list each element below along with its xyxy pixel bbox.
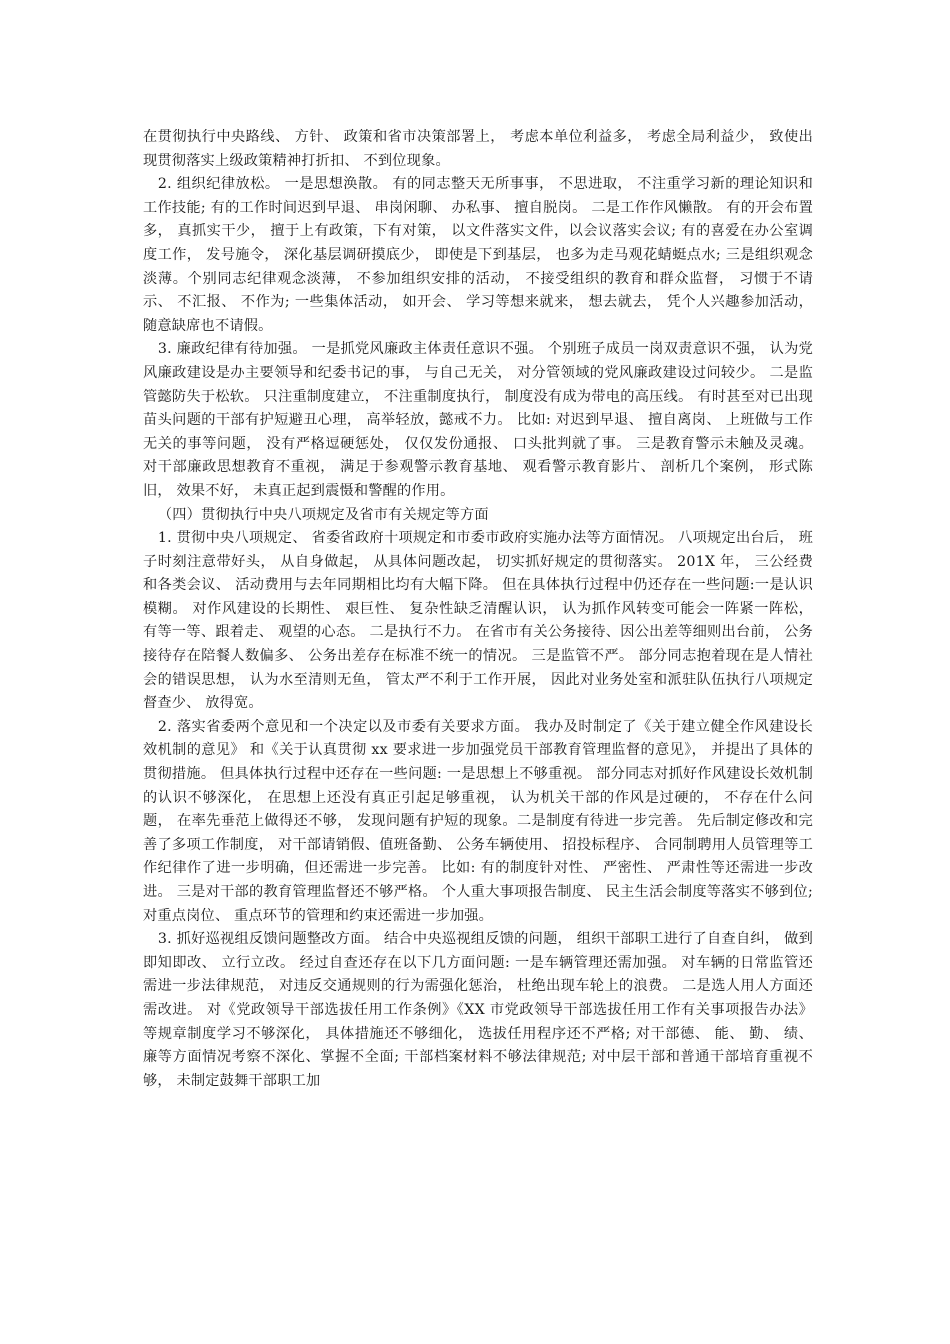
paragraph-integrity-discipline: 3. 廉政纪律有待加强。 一是抓党风廉政主体责任意识不强。 个别班子成员一岗双责意识不强， 认为党风廉政建设是办主要领导和纪委书记的事， 与自己无关， 对分管领域的党风廉政建设过问较少。 二是监管懿防失于松软。 只注重制度建立， 不注重制度执行， 制度没有成为带电的高压线。 有时甚至对已出现苗头问题的干部有护短避丑心理， 高举轻放，懿戒不力。 比如: 对迟到早退、 擅自离岗、 上班做与工作无关的事等问题， 没有严格逗硬惩处， 仅仅发份通报、 口头批判就了事。 三是教育警示未触及灵魂。 对干部廉政思想教育不重视， 满足于参观警示教育基地、 观看警示教育影片、 剖析几个案例， 形式陈旧， 效果不好， 未真正起到震慑和警醒的作用。 (143, 341, 813, 499)
section-heading-four: （四）贯彻执行中央八项规定及省市有关规定等方面 (157, 506, 489, 523)
paragraph-eight-rules: 1. 贯彻中央八项规定、 省委省政府十项规定和市委市政府实施办法等方面情况。 八项规定出台后， 班子时刻注意带好头， 从自身做起， 从具体问题改起， 切实抓好规定的贯彻落实。 201X 年， 三公经费和各类会议、 活动费用与去年同期相比均有大幅下降。 但在具体执行过程中仍还存在一些问题:一是认识模糊。 对作风建设的长期性、 艰巨性、 复杂性缺乏清醒认识， 认为抓作风转变可能会一阵紧一阵松， 有等一等、跟着走、 观望的心态。 二是执行不力。 在省市有关公务接待、因公出差等细则出台前， 公务接待存在陪餐人数偏多、 公务出差存在标准不统一的情况。 三是监管不严。 部分同志抱着现在是人情社会的错误思想， 认为水至清则无鱼， 管太严不利于工作开展， 因此对业务处室和派驻队伍执行八项规定督查少、 放得宽。 (143, 530, 813, 712)
paragraph-continuation: 在贯彻执行中央路线、 方针、 政策和省市决策部署上， 考虑本单位利益多， 考虑全局利益少， 致使出现贯彻落实上级政策精神打折扣、 不到位现象。 (143, 129, 813, 169)
paragraph-inspection-feedback: 3. 抓好巡视组反馈问题整改方面。 结合中央巡视组反馈的问题， 组织干部职工进行了自查自纠， 做到即知即改、 立行立改。 经过自查还存在以下几方面问题: 一是车辆管理还需加强。 对车辆的日常监管还需进一步法律规范， 对违反交通规则的行为需强化惩治， 杜绝出现车轮上的浪费。 二是选人用人方面还需改进。 对《党政领导干部选拔任用工作条例》《XX 市党政领导干部选拔任用工作有关事项报告办法》 等规章制度学习不够深化， 具体措施还不够细化， 选拔任用程序还不严格; 对干部德、 能、 勤、 绩、 廉等方面情况考察不深化、掌握不全面; 干部档案材料不够法律规范; 对中层干部和普通干部培育重视不够， 未制定鼓舞干部职工加 (143, 931, 813, 1089)
paragraph-provincial-opinions: 2. 落实省委两个意见和一个决定以及市委有关要求方面。 我办及时制定了《关于建立健全作风建设长效机制的意见》 和《关于认真贯彻 xx 要求进一步加强党员干部教育管理监督的意见》， 并提出了具体的贯彻措施。 但具体执行过程中还存在一些问题: 一是思想上不够重视。 部分同志对抓好作风建设长效机制的认识不够深化， 在思想上还没有真正引起足够重视， 认为机关干部的作风是过硬的， 不存在什么问题， 在率先垂范上做得还不够， 发现问题有护短的现象。二是制度有待进一步完善。 先后制定修改和完善了多项工作制度， 对干部请销假、值班备勤、 公务车辆使用、 招投标程序、 合同制聘用人员管理等工作纪律作了进一步明确，但还需进一步完善。 比如: 有的制度针对性、 严密性、 严肃性等还需进一步改进。 三是对干部的教育管理监督还不够严格。 个人重大事项报告制度、 民主生活会制度等落实不够到位;对重点岗位、 重点环节的管理和约束还需进一步加强。 (143, 718, 813, 924)
paragraph-organizational-discipline: 2. 组织纪律放松。 一是思想涣散。 有的同志整天无所事事， 不思进取， 不注重学习新的理论知识和工作技能; 有的工作时间迟到早退、 串岗闲聊、 办私事、 擅自脱岗。 二是工作作风懒散。 有的开会布置多， 真抓实干少， 擅于上有政策，下有对策， 以文件落实文件，以会议落实会议; 有的喜爱在办公室调度工作， 发号施令， 深化基层调研摸底少， 即使是下到基层， 也多为走马观花蜻蜓点水; 三是组织观念淡薄。个别同志纪律观念淡薄， 不参加组织安排的活动， 不接受组织的教育和群众监督， 习惯于不请示、 不汇报、 不作为; 一些集体活动， 如开会、 学习等想来就来， 想去就去， 凭个人兴趣参加活动， 随意缺席也不请假。 (143, 176, 813, 334)
document-body (143, 126, 813, 1093)
